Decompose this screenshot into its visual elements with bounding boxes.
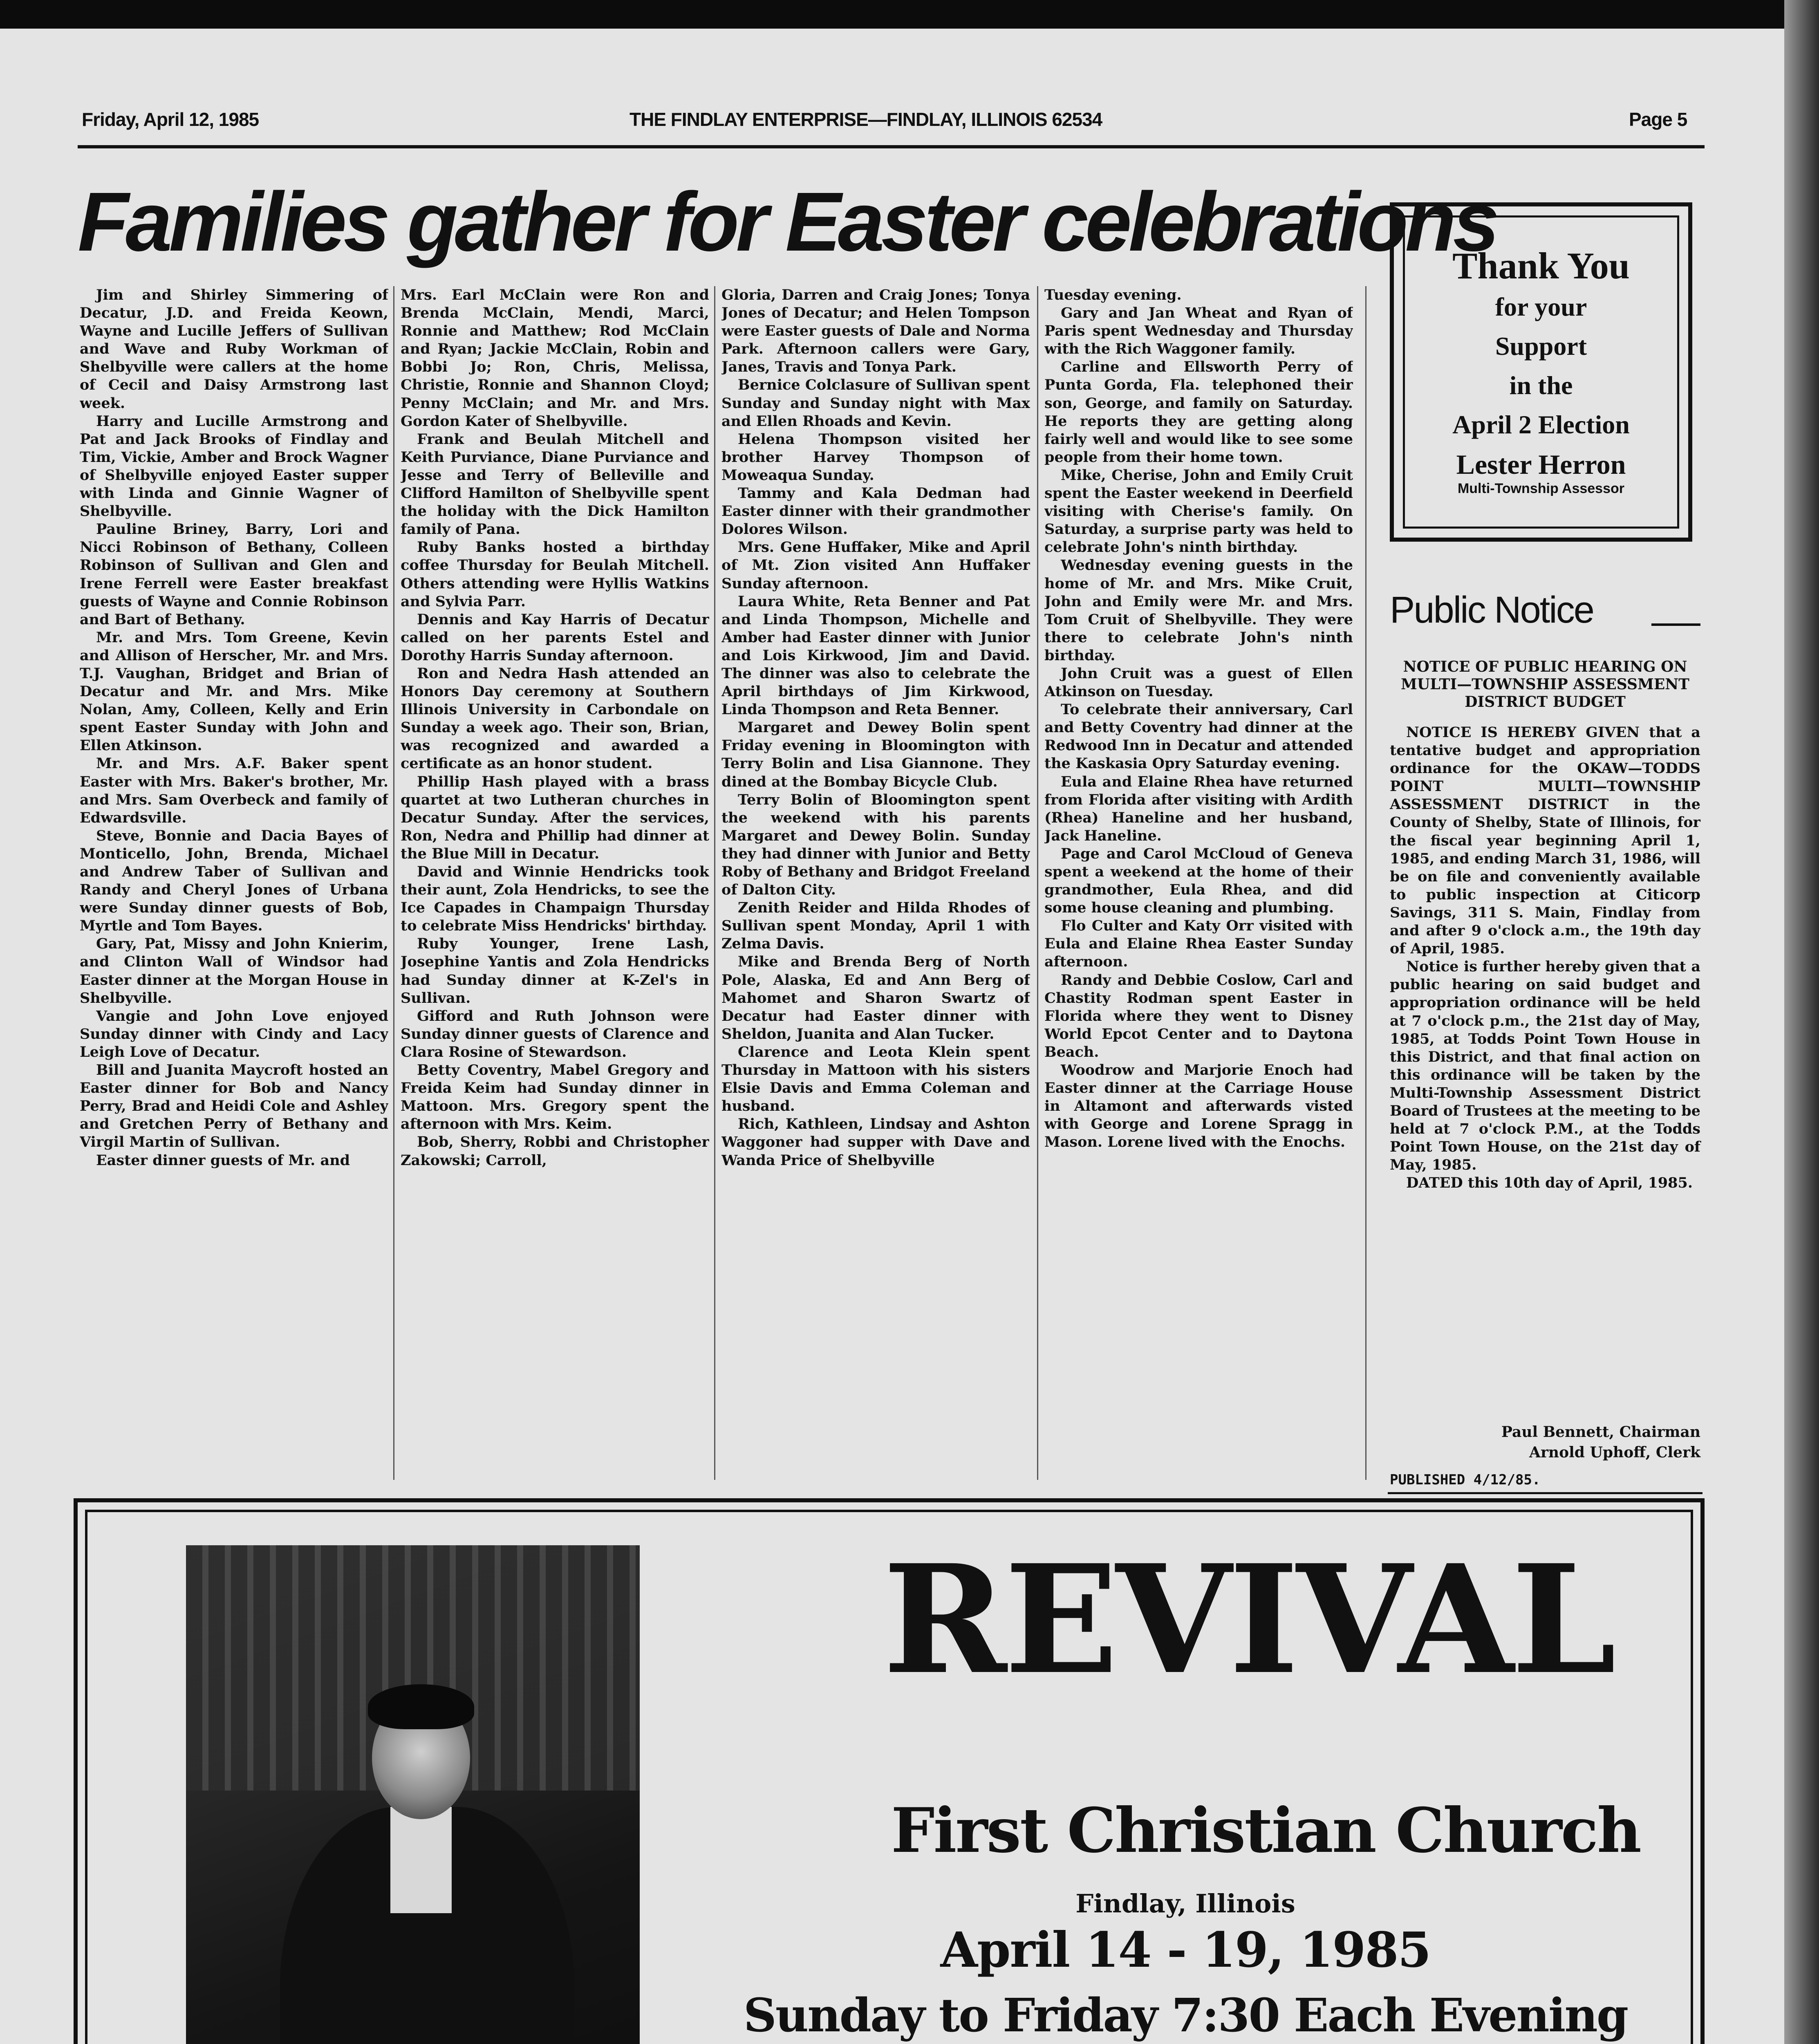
thank-you-inner-border <box>1403 215 1679 529</box>
paragraph: Gary, Pat, Missy and John Knierim, and Clinton Wall of Windsor had Easter dinner at the Morgan House in Shelbyville. <box>80 935 388 1006</box>
revival-schedule: Sunday to Friday 7:30 Each Evening <box>743 1989 1628 2042</box>
thank-you-line: in the <box>1509 371 1573 400</box>
paragraph: Randy and Debbie Coslow, Carl and Chastity Rodman spent Easter in Florida where they went to Disney World Epcot Center and to Daytona Beach. <box>1044 971 1353 1060</box>
article-column-2 <box>401 286 709 1484</box>
thank-you-ad <box>1390 202 1692 542</box>
paragraph: Zenith Reider and Hilda Rhodes of Sullivan spent Monday, April 1 with Zelma Davis. <box>721 899 1030 953</box>
paragraph: Easter dinner guests of Mr. and <box>96 1152 350 1169</box>
paragraph: Margaret and Dewey Bolin spent Friday evening in Bloomington with Terry Bolin and Lisa Giannone. They dined at the Bombay Bicycle Club. <box>721 719 1030 790</box>
scan-top-edge <box>0 0 1819 29</box>
notice-published-date: PUBLISHED 4/12/85. <box>1390 1472 1541 1488</box>
paragraph: Tammy and Kala Dedman had Easter dinner with their grandmother Dolores Wilson. <box>721 485 1030 538</box>
paragraph: Laura White, Reta Benner and Pat and Linda Thompson, Michelle and Amber had Easter dinner with Junior and Lois Kirkwood, Jim and David. The dinner was also to celebrate the April birthdays of Jim Kirkwood, Linda Thompson and Reta Benner. <box>721 593 1030 718</box>
paragraph: Vangie and John Love enjoyed Sunday dinner with Cindy and Lacy Leigh Love of Decatur. <box>80 1007 388 1060</box>
paragraph: Carline and Ellsworth Perry of Punta Gorda, Fla. telephoned their son, George, and family on Saturday. He reports they are getting along fairly well and would like to see some people from their home town. <box>1044 359 1353 466</box>
article-column-3 <box>721 286 1030 1484</box>
thank-you-line: April 2 Election <box>1452 410 1630 439</box>
paragraph: Gloria, Darren and Craig Jones; Tonya Jones of Decatur; and Helen Tompson were Easter guests of Dale and Norma Park. Afternoon callers were Gary, Janes, Travis and Tonya Park. <box>721 287 1030 376</box>
paragraph: Betty Coventry, Mabel Gregory and Freida Keim had Sunday dinner in Mattoon. Mrs. Gregory spent the afternoon with Mrs. Keim. <box>401 1062 709 1133</box>
paragraph: Mike and Brenda Berg of North Pole, Alaska, Ed and Ann Berg of Mahomet and Sharon Swartz of Decatur had Easter dinner with Sheldon, Juanita and Alan Tucker. <box>721 953 1030 1042</box>
paragraph: Eula and Elaine Rhea have returned from Florida after visiting with Ardith (Rhea) Haneline and her husband, Jack Haneline. <box>1044 773 1353 844</box>
evangelist-photo <box>186 1545 640 2044</box>
notice-paragraph: Notice is further hereby given that a public hearing on said budget and appropriation ordinance will be held at 7 o'clock p.m., the 21st day of May, 1985, at Todds Point Town House in this District, and that final action on this ordinance will be taken by the Multi-Township Assessment District Board of Trustees at the meeting to be held at 7 o'clock P.M., at the Todds Point Town House, on the 21st day of May, 1985. <box>1390 958 1700 1174</box>
paragraph: Phillip Hash played with a brass quartet at two Lutheran churches in Decatur Sunday. After the services, Ron, Nedra and Phillip had dinner at the Blue Mill in Decatur. <box>401 773 709 862</box>
thank-you-line: for your <box>1495 292 1587 321</box>
column-rule <box>1365 286 1366 1480</box>
notice-signature-clerk: Arnold Uphoff, Clerk <box>1529 1444 1700 1461</box>
paragraph: Gifford and Ruth Johnson were Sunday dinner guests of Clarence and Clara Rosine of Stewardson. <box>401 1007 709 1060</box>
public-notice-title: Public Notice <box>1390 589 1593 631</box>
paragraph: Ruby Younger, Irene Lash, Josephine Yantis and Zola Hendricks had Sunday dinner at K-Zel's in Sullivan. <box>401 935 709 1006</box>
paragraph: Bob, Sherry, Robbi and Christopher Zakowski; Carroll, <box>401 1134 709 1169</box>
paragraph: Pauline Briney, Barry, Lori and Nicci Robinson of Bethany, Colleen Robinson of Sullivan and Glen and Irene Ferrell were Easter breakfast guests of Wayne and Connie Robinson and Bart of Bethany. <box>80 521 388 628</box>
notice-signature-chairman: Paul Bennett, Chairman <box>1501 1423 1700 1441</box>
revival-title: REVIVAL <box>883 1532 1614 1708</box>
article-column-1 <box>80 286 388 1484</box>
paragraph: Mr. and Mrs. Tom Greene, Kevin and Allison of Herscher, Mr. and Mrs. T.J. Vaughan, Bridget and Brian of Decatur and Mr. and Mrs. Mike Nolan, Amy, Colleen, Kelly and Erin spent Easter Sunday with John and Ellen Atkinson. <box>80 629 388 754</box>
paragraph: Clarence and Leota Klein spent Thursday in Mattoon with his sisters Elsie Davis and Emma Coleman and husband. <box>721 1043 1030 1115</box>
paragraph: Mrs. Earl McClain were Ron and Brenda McClain, Mendi, Marci, Ronnie and Matthew; Rod McClain and Ryan; Jackie McClain, Robin and Bobbi Jo; Ron, Chris, Melissa, Christie, Ronnie and Shannon Cloyd; Penny McClain; and Mr. and Mrs. Gordon Kater of Shelbyville. <box>401 287 709 430</box>
article-column-4 <box>1044 286 1353 1484</box>
candidate-office: Multi-Township Assessor <box>1457 481 1625 496</box>
paragraph: Helena Thompson visited her brother Harvey Thompson of Moweaqua Sunday. <box>721 430 1030 484</box>
paragraph: Ruby Banks hosted a birthday coffee Thursday for Beulah Mitchell. Others attending were Hyllis Watkins and Sylvia Parr. <box>401 539 709 610</box>
paragraph: Gary and Jan Wheat and Ryan of Paris spent Wednesday and Thursday with the Rich Waggoner family. <box>1044 305 1353 358</box>
church-location: Findlay, Illinois <box>1075 1889 1295 1918</box>
paragraph: Bernice Colclasure of Sullivan spent Sunday and Sunday night with Max and Ellen Rhoads and Kevin. <box>721 377 1030 430</box>
paragraph: Mike, Cherise, John and Emily Cruit spent the Easter weekend in Deerfield visiting with Cherise's family. On Saturday, a surprise party was held to celebrate John's ninth birthday. <box>1044 466 1353 556</box>
public-notice-rule <box>1651 623 1700 626</box>
paragraph: Dennis and Kay Harris of Decatur called on her parents Estel and Dorothy Harris Sunday afternoon. <box>401 611 709 664</box>
paragraph: To celebrate their anniversary, Carl and Betty Coventry had dinner at the Redwood Inn in Decatur and attended the Kaskasia Opry Saturday evening. <box>1044 701 1353 772</box>
paper-name: THE FINDLAY ENTERPRISE—FINDLAY, ILLINOIS 62534 <box>629 109 1102 130</box>
paragraph: Jim and Shirley Simmering of Decatur, J.D. and Freida Keown, Wayne and Lucille Jeffers of Sullivan and Wave and Ruby Workman of Shelbyville were callers at the home of Cecil and Daisy Armstrong last week. <box>80 287 388 412</box>
page-number: Page 5 <box>1629 109 1687 130</box>
column-rule <box>1037 286 1038 1480</box>
paragraph: Rich, Kathleen, Lindsay and Ashton Waggoner had supper with Dave and Wanda Price of Shelbyville <box>721 1116 1030 1169</box>
issue-date: Friday, April 12, 1985 <box>82 109 259 130</box>
notice-bottom-rule <box>1388 1492 1703 1494</box>
church-name: First Christian Church <box>891 1795 1641 1867</box>
paragraph: John Cruit was a guest of Ellen Atkinson on Tuesday. <box>1044 665 1353 700</box>
public-notice-heading: NOTICE OF PUBLIC HEARING ON MULTI—TOWNSHIP ASSESSMENT DISTRICT BUDGET <box>1401 658 1689 711</box>
paragraph: Woodrow and Marjorie Enoch had Easter dinner at the Carriage House in Altamont and afterwards visted with George and Lorene Spragg in Mason. Lorene lived with the Enochs. <box>1044 1062 1353 1151</box>
header-rule <box>78 145 1705 148</box>
column-rule <box>393 286 394 1480</box>
paragraph: Mrs. Gene Huffaker, Mike and April of Mt. Zion visited Ann Huffaker Sunday afternoon. <box>721 539 1030 592</box>
paragraph: Ron and Nedra Hash attended an Honors Day ceremony at Southern Illinois University in Carbondale on Sunday a week ago. Their son, Brian, was recognized and awarded a certificate as an honor student. <box>401 665 709 772</box>
paragraph: Mr. and Mrs. A.F. Baker spent Easter with Mrs. Baker's brother, Mr. and Mrs. Sam Overbeck and family of Edwardsville. <box>80 755 388 826</box>
public-notice-body <box>1390 724 1700 1192</box>
hair-shape <box>368 1684 474 1729</box>
thank-you-line: Support <box>1495 332 1587 361</box>
notice-paragraph: NOTICE IS HEREBY GIVEN that a tentative budget and appropriation ordinance for the OKAW—TODDS POINT MULTI—TOWNSHIP ASSESSMENT DISTRICT in the County of Shelby, State of Illinois, for the fiscal year beginning April 1, 1985, and ending March 31, 1986, will be on file and conveniently available to public inspection at Citicorp Savings, 311 S. Main, Findlay from and after 9 o'clock a.m., the 19th day of April, 1985. <box>1390 724 1700 957</box>
shirt-shape <box>390 1807 452 1913</box>
paragraph: David and Winnie Hendricks took their aunt, Zola Hendricks, to see the Ice Capades in Champaign Thursday to celebrate Miss Hendricks' birthday. <box>401 863 709 935</box>
column-rule <box>714 286 715 1480</box>
paragraph: Harry and Lucille Armstrong and Pat and Jack Brooks of Findlay and Tim, Vickie, Amber and Brock Wagner of Shelbyville enjoyed Easter supper with Linda and Ginnie Wagner of Shelbyville. <box>80 412 388 520</box>
revival-dates: April 14 - 19, 1985 <box>940 1921 1431 1978</box>
scan-right-edge <box>1784 0 1819 2044</box>
article-headline: Families gather for Easter celebrations <box>78 175 1496 269</box>
thank-you-title: Thank You <box>1452 245 1630 287</box>
paragraph: Bill and Juanita Maycroft hosted an Easter dinner for Bob and Nancy Perry, Brad and Heidi Cole and Ashley and Gretchen Perry of Bethany and Virgil Martin of Sullivan. <box>80 1062 388 1151</box>
paragraph: Terry Bolin of Bloomington spent the weekend with his parents Margaret and Dewey Bolin. Sunday they had dinner with Junior and Betty Roby of Bethany and Bridgot Freeland of Dalton City. <box>721 791 1030 899</box>
paragraph: Flo Culter and Katy Orr visited with Eula and Elaine Rhea Easter Sunday afternoon. <box>1044 917 1353 970</box>
paragraph: Wednesday evening guests in the home of Mr. and Mrs. Mike Cruit, John and Emily were Mr. and Mrs. Tom Cruit of Shelbyville. They were there to celebrate John's ninth birthday. <box>1044 557 1353 664</box>
paragraph: Frank and Beulah Mitchell and Keith Purviance, Diane Purviance and Jesse and Terry of Belleville and Clifford Hamilton of Shelbyville spent the holiday with the Dick Hamilton family of Pana. <box>401 430 709 538</box>
candidate-name: Lester Herron <box>1456 449 1626 480</box>
paragraph: Page and Carol McCloud of Geneva spent a weekend at the home of their grandmother, Eula Rhea, and did some house cleaning and plumbing. <box>1044 845 1353 917</box>
paragraph: Tuesday evening. <box>1044 287 1182 303</box>
paragraph: Steve, Bonnie and Dacia Bayes of Monticello, John, Brenda, Michael and Andrew Taber of Sullivan and Randy and Cheryl Jones of Urbana were Sunday dinner guests of Bob, Myrtle and Tom Bayes. <box>80 827 388 935</box>
notice-paragraph: DATED this 10th day of April, 1985. <box>1406 1174 1693 1192</box>
